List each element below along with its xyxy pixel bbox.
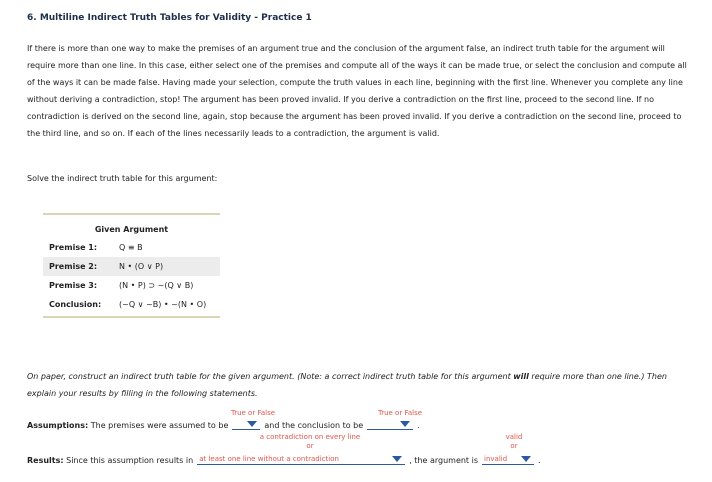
- table-header: Given Argument: [94, 225, 169, 234]
- assumptions-end: .: [417, 421, 420, 430]
- solve-prompt: Solve the indirect truth table for this argument:: [27, 174, 218, 183]
- assumption-dropdown-1-options: True or False: [230, 409, 276, 417]
- selected-option: at least one line without a contradiction: [199, 455, 339, 463]
- option-valid: valid: [505, 433, 523, 441]
- instruction-emphasis: will: [513, 372, 529, 381]
- selected-option: invalid: [484, 455, 508, 463]
- paper-instruction: [27, 368, 677, 402]
- validity-result-dropdown[interactable]: [482, 454, 534, 465]
- conclusion-truth-dropdown[interactable]: [367, 419, 413, 430]
- results-dropdown-1-options: [230, 433, 390, 451]
- chevron-down-icon: [521, 456, 531, 462]
- assumption-dropdown-2-options: True or False: [377, 409, 423, 417]
- premise-2-row: [43, 257, 220, 276]
- instruction-text: On paper, construct an indirect truth table for the given argument. (Note: a correct indirect truth table for this argument: [27, 372, 514, 381]
- assumptions-label: Assumptions:: [27, 421, 89, 430]
- results-label: Results:: [27, 456, 64, 465]
- premises-truth-dropdown[interactable]: [232, 419, 260, 430]
- chevron-down-icon: [392, 456, 402, 462]
- instruction-text: require more than one line.) Then explain your results by filling in the following statements.: [27, 372, 667, 398]
- results-end: .: [538, 456, 541, 465]
- page-title: 6. Multiline Indirect Truth Tables for Validity - Practice 1: [27, 13, 312, 23]
- results-statement: [27, 454, 541, 465]
- intro-paragraph: If there is more than one way to make the premises of an argument true and the conclusion of the argument false, an indirect truth table for the argument will require more than one line. In this case, either select one of the premises and compute all of the ways it can be made true, or select the conclusion and compute all of the ways it can be made false. Having made your selection, compute the truth values in each line, beginning with the first line. Whenever you complete any line without deriving a contradiction, stop! The argument has been proved invalid. If you derive a contradiction on the first line, proceed to the second line. If no contradiction is derived on the second line, again, stop because the argument has been proved invalid. If you derive a contradiction on the second line, proceed to the third line, and so on. If each of the lines necessarily leads to a contradiction, the argument is valid.: [27, 44, 687, 138]
- row-label: Premise 3:: [49, 281, 98, 290]
- row-formula: N • (O ∨ P): [119, 262, 164, 271]
- given-argument-table: [43, 213, 220, 318]
- table-bottom-rule: [43, 316, 220, 318]
- option-or: or: [510, 442, 518, 450]
- option-or: or: [306, 442, 314, 450]
- results-text-1: Since this assumption results in: [66, 456, 194, 465]
- chevron-down-icon: [400, 421, 410, 427]
- assumptions-statement: [27, 419, 420, 430]
- assumptions-text-2: and the conclusion to be: [264, 421, 364, 430]
- premise-3-row: [43, 276, 220, 295]
- row-formula: Q ≡ B: [119, 243, 143, 252]
- contradiction-result-dropdown[interactable]: [197, 454, 405, 465]
- assumptions-text-1: The premises were assumed to be: [90, 421, 229, 430]
- results-text-2: , the argument is: [409, 456, 478, 465]
- row-label: Premise 1:: [49, 243, 98, 252]
- chevron-down-icon: [247, 421, 257, 427]
- row-formula: (N • P) ⊃ ~(Q ∨ B): [119, 281, 194, 290]
- conclusion-row: [43, 295, 220, 314]
- row-label: Conclusion:: [49, 300, 102, 309]
- premise-1-row: [43, 238, 220, 257]
- table-top-rule: [43, 213, 220, 215]
- option-contradiction-every-line: a contradiction on every line: [259, 433, 361, 441]
- row-label: Premise 2:: [49, 262, 98, 271]
- row-formula: (~Q ∨ ~B) • ~(N • O): [119, 300, 207, 309]
- results-dropdown-2-options: [494, 433, 534, 451]
